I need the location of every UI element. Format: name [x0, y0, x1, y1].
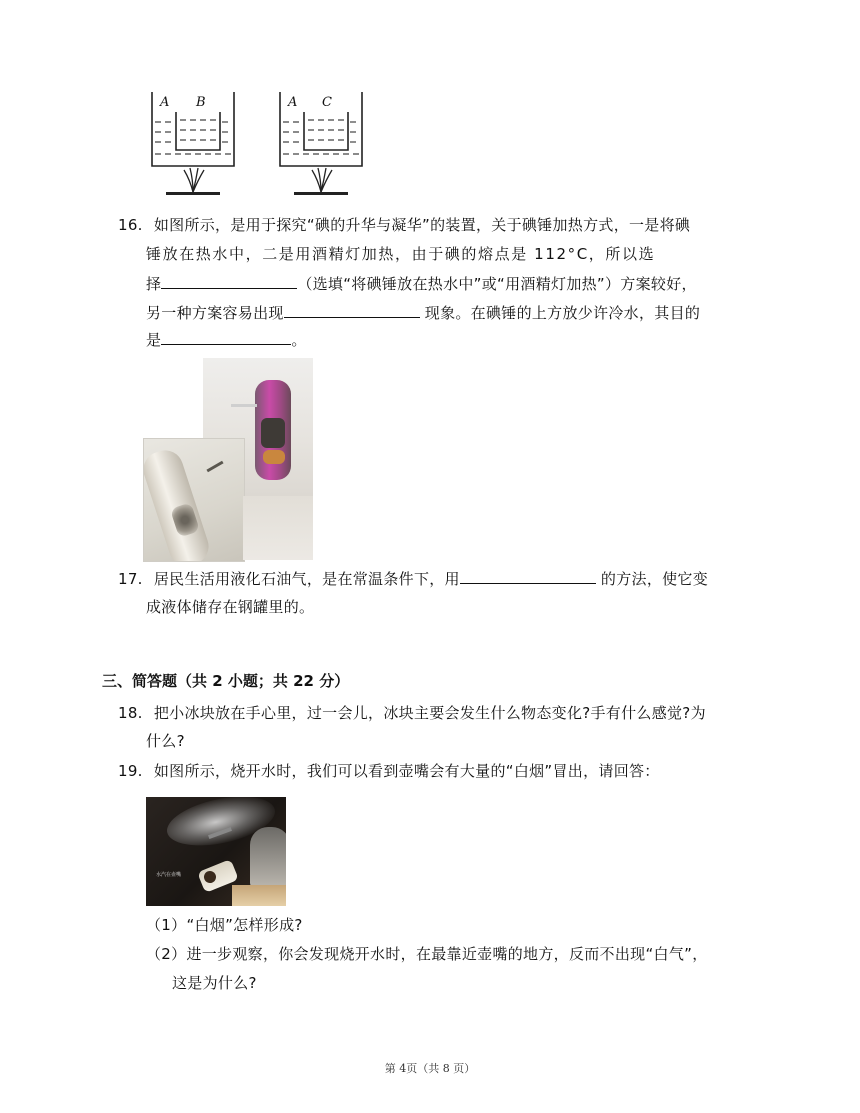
q19-sub-1: （1）“白烟”怎样形成? [146, 916, 303, 934]
kettle-steam-photo [146, 797, 286, 906]
q19-sub-2-line-1: （2）进一步观察，你会发现烧开水时，在最靠近壶嘴的地方，反而不出现“白气”， [146, 945, 708, 963]
q17-line-2: 成液体储存在钢罐里的。 [146, 598, 315, 616]
q18-number: 18. [118, 704, 143, 722]
q16-line-2: 锤放在热水中，二是用酒精灯加热，由于碘的熔点是 112°C，所以选 [146, 245, 656, 263]
q16-line-1: 16. 如图所示，是用于探究“碘的升华与凝华”的装置，关于碘锤加热方式，一是将碘 [118, 216, 691, 234]
iodine-hammer-photo-patch [243, 496, 313, 560]
q16-answer-blank-3[interactable] [161, 329, 291, 345]
page-footer: 第 4页（共 8 页） [384, 1062, 476, 1075]
iodine-hammer-photo-front [143, 438, 245, 562]
beaker-label-a2: A [288, 95, 298, 110]
section-3-title: 三、简答题（共 2 小题；共 22 分） [102, 672, 350, 690]
q17-answer-blank[interactable] [460, 568, 596, 584]
kettle-photo-caption: 水汽在壶嘴 [156, 872, 182, 878]
q16-line-4: 另一种方案容易出现 现象。在碘锤的上方放少许冷水，其目的 [146, 304, 701, 322]
q19-sub-2-line-2: 这是为什么? [172, 974, 257, 992]
q16-line-3: 择 （选填“将碘锤放在热水中”或“用酒精灯加热”）方案较好， [146, 275, 697, 293]
beaker-label-b: B [196, 95, 206, 110]
q18-line-2: 什么? [146, 732, 185, 750]
beaker-apparatus-figure [140, 86, 380, 204]
q16-line-5: 是 。 [146, 331, 307, 349]
q16-answer-blank-1[interactable] [161, 273, 297, 289]
q19-number: 19. [118, 762, 143, 780]
q18-line-1: 18. 把小冰块放在手心里，过一会儿，冰块主要会发生什么物态变化?手有什么感觉?为 [118, 704, 706, 722]
q17-line-1: 17. 居民生活用液化石油气，是在常温条件下，用 的方法，使它变 [118, 570, 709, 588]
q17-number: 17. [118, 570, 143, 588]
q16-answer-blank-2[interactable] [284, 302, 420, 318]
beaker-label-c: C [322, 95, 332, 110]
q16-number: 16. [118, 216, 143, 234]
beaker-label-a1: A [160, 95, 170, 110]
q19-line-1: 19. 如图所示，烧开水时，我们可以看到壶嘴会有大量的“白烟”冒出，请回答： [118, 762, 660, 780]
